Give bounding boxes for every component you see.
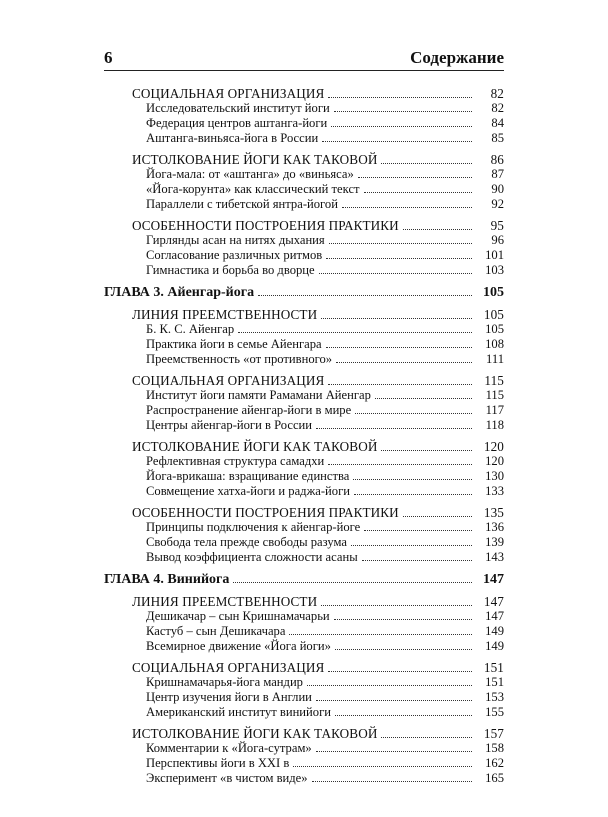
dot-leader	[258, 291, 472, 296]
toc-section[interactable]	[104, 373, 504, 388]
dot-leader	[319, 269, 472, 274]
toc-page-number: 90	[491, 182, 504, 196]
toc-entry-title: Комментарии к «Йога-сутрам»	[146, 741, 312, 755]
toc-page-number: 130	[485, 469, 504, 483]
toc-entry-title: ЛИНИЯ ПРЕЕМСТВЕННОСТИ	[132, 594, 318, 609]
toc-entry-title: Б. К. С. Айенгар	[146, 322, 235, 336]
toc-entry[interactable]	[104, 322, 504, 337]
toc-section[interactable]	[104, 307, 504, 322]
toc-page-number: 157	[483, 726, 504, 741]
toc-entry-title: Согласование различных ритмов	[146, 248, 323, 262]
toc-page-number: 84	[491, 116, 504, 130]
toc-entry[interactable]	[104, 248, 504, 263]
toc-page-number: 118	[485, 418, 504, 432]
dot-leader	[381, 733, 472, 738]
dot-leader	[381, 159, 472, 164]
toc-page-number: 147	[483, 594, 504, 609]
toc-chapter[interactable]	[104, 284, 504, 301]
dot-leader	[293, 762, 472, 767]
toc-entry[interactable]	[104, 609, 504, 624]
page-number: 6	[104, 48, 113, 67]
toc-entry[interactable]	[104, 675, 504, 690]
toc-page-number: 165	[485, 771, 504, 785]
dot-leader	[364, 188, 472, 193]
toc-page-number: 139	[485, 535, 504, 549]
toc-entry-title: СОЦИАЛЬНАЯ ОРГАНИЗАЦИЯ	[132, 86, 325, 101]
toc-page-number: 101	[485, 248, 504, 262]
dot-leader	[403, 512, 472, 517]
dot-leader	[233, 578, 472, 583]
toc-page-number: 105	[483, 285, 504, 300]
toc-entry-title: Центр изучения йоги в Англии	[146, 690, 312, 704]
toc-entry[interactable]	[104, 403, 504, 418]
toc-entry-title: Американский институт винийоги	[146, 705, 331, 719]
dot-leader	[354, 490, 472, 495]
running-title: Содержание	[410, 48, 504, 67]
dot-leader	[316, 424, 472, 429]
toc-entry-title: ГЛАВА 4. Винийога	[104, 572, 230, 587]
toc-entry[interactable]	[104, 337, 504, 352]
dot-leader	[336, 358, 472, 363]
toc-entry-title: Гимнастика и борьба во дворце	[146, 263, 315, 277]
toc-page-number: 162	[485, 756, 504, 770]
toc-entry-title: Кастуб – сын Дешикачара	[146, 624, 286, 638]
toc-page-number: 136	[485, 520, 504, 534]
toc-entry[interactable]	[104, 520, 504, 535]
dot-leader	[322, 137, 472, 142]
toc-page-number: 155	[485, 705, 504, 719]
toc-entry-title: Институт йоги памяти Рамамани Айенгар	[146, 388, 371, 402]
toc-entry-title: ЛИНИЯ ПРЕЕМСТВЕННОСТИ	[132, 307, 318, 322]
toc-page-number: 111	[486, 352, 504, 366]
table-of-contents	[104, 86, 504, 786]
toc-entry-title: ГЛАВА 3. Айенгар-йога	[104, 285, 255, 300]
dot-leader	[329, 239, 472, 244]
toc-entry-title: Исследовательский институт йоги	[146, 101, 330, 115]
dot-leader	[238, 328, 472, 333]
toc-page-number: 105	[485, 322, 504, 336]
toc-entry[interactable]	[104, 388, 504, 403]
toc-entry[interactable]	[104, 233, 504, 248]
toc-entry[interactable]	[104, 131, 504, 146]
toc-page-number: 86	[490, 152, 504, 167]
toc-entry[interactable]	[104, 690, 504, 705]
toc-section[interactable]	[104, 505, 504, 520]
toc-section[interactable]	[104, 594, 504, 609]
toc-page-number: 120	[485, 454, 504, 468]
toc-entry[interactable]	[104, 167, 504, 182]
toc-entry-title: Гирлянды асан на нитях дыхания	[146, 233, 325, 247]
dot-leader	[334, 615, 472, 620]
toc-page-number: 96	[491, 233, 504, 247]
toc-entry-title: Йога-мала: от «аштанга» до «виньяса»	[146, 167, 354, 181]
toc-page-number: 147	[483, 572, 504, 587]
toc-entry[interactable]	[104, 550, 504, 565]
toc-page-number: 149	[485, 639, 504, 653]
toc-page-number: 87	[491, 167, 504, 181]
toc-entry-title: Рефлективная структура самадхи	[146, 454, 325, 468]
dot-leader	[362, 556, 472, 561]
toc-entry[interactable]	[104, 263, 504, 278]
dot-leader	[328, 93, 472, 98]
toc-entry-title: Совмещение хатха-йоги и раджа-йоги	[146, 484, 351, 498]
toc-entry-title: Свобода тела прежде свободы разума	[146, 535, 347, 549]
toc-section[interactable]	[104, 86, 504, 101]
toc-page-number: 105	[483, 307, 504, 322]
dot-leader	[375, 394, 472, 399]
dot-leader	[328, 667, 472, 672]
toc-entry-title: ОСОБЕННОСТИ ПОСТРОЕНИЯ ПРАКТИКИ	[132, 218, 399, 233]
toc-page-number: 153	[485, 690, 504, 704]
dot-leader	[321, 314, 472, 319]
toc-section[interactable]	[104, 726, 504, 741]
toc-entry[interactable]	[104, 639, 504, 654]
toc-entry-title: Практика йоги в семье Айенгара	[146, 337, 322, 351]
dot-leader	[321, 601, 472, 606]
toc-entry[interactable]	[104, 741, 504, 756]
toc-entry-title: Эксперимент «в чистом виде»	[146, 771, 308, 785]
dot-leader	[312, 777, 472, 782]
dot-leader	[342, 203, 472, 208]
dot-leader	[328, 380, 472, 385]
toc-entry[interactable]	[104, 116, 504, 131]
dot-leader	[335, 711, 472, 716]
dot-leader	[316, 747, 472, 752]
dot-leader	[353, 475, 472, 480]
toc-entry-title: Дешикачар – сын Кришнамачарьи	[146, 609, 330, 623]
toc-page-number: 151	[485, 675, 504, 689]
toc-entry[interactable]	[104, 624, 504, 639]
toc-entry[interactable]	[104, 182, 504, 197]
toc-section[interactable]	[104, 152, 504, 167]
toc-page-number: 115	[484, 373, 504, 388]
toc-entry[interactable]	[104, 756, 504, 771]
dot-leader	[331, 122, 472, 127]
dot-leader	[328, 460, 472, 465]
toc-page-number: 120	[483, 439, 504, 454]
dot-leader	[334, 107, 472, 112]
toc-entry[interactable]	[104, 418, 504, 433]
toc-entry[interactable]	[104, 535, 504, 550]
dot-leader	[355, 409, 472, 414]
dot-leader	[351, 541, 472, 546]
toc-entry-title: СОЦИАЛЬНАЯ ОРГАНИЗАЦИЯ	[132, 660, 325, 675]
toc-entry-title: ОСОБЕННОСТИ ПОСТРОЕНИЯ ПРАКТИКИ	[132, 505, 399, 520]
running-header	[104, 44, 504, 71]
toc-entry-title: Параллели с тибетской янтра-йогой	[146, 197, 338, 211]
toc-page-number: 133	[485, 484, 504, 498]
toc-page-number: 143	[485, 550, 504, 564]
toc-entry-title: Всемирное движение «Йога йоги»	[146, 639, 331, 653]
toc-entry-title: Принципы подключения к айенгар-йоге	[146, 520, 361, 534]
toc-page-number: 103	[485, 263, 504, 277]
toc-page-number: 117	[485, 403, 504, 417]
toc-page-number: 149	[485, 624, 504, 638]
toc-entry-title: Федерация центров аштанга-йоги	[146, 116, 328, 130]
toc-entry-title: Вывод коэффициента сложности асаны	[146, 550, 358, 564]
toc-page-number: 108	[485, 337, 504, 351]
toc-entry[interactable]	[104, 484, 504, 499]
toc-entry-title: СОЦИАЛЬНАЯ ОРГАНИЗАЦИЯ	[132, 373, 325, 388]
toc-entry-title: Центры айенгар-йоги в России	[146, 418, 313, 432]
toc-entry[interactable]	[104, 197, 504, 212]
toc-entry-title: Преемственность «от противного»	[146, 352, 333, 366]
toc-page-number: 82	[490, 86, 504, 101]
toc-section[interactable]	[104, 660, 504, 675]
toc-entry-title: Аштанга-виньяса-йога в России	[146, 131, 319, 145]
toc-entry[interactable]	[104, 469, 504, 484]
toc-section[interactable]	[104, 439, 504, 454]
toc-entry-title: ИСТОЛКОВАНИЕ ЙОГИ КАК ТАКОВОЙ	[132, 726, 378, 741]
dot-leader	[358, 173, 472, 178]
toc-entry[interactable]	[104, 454, 504, 469]
toc-entry[interactable]	[104, 771, 504, 786]
dot-leader	[403, 225, 472, 230]
dot-leader	[335, 645, 472, 650]
toc-entry[interactable]	[104, 101, 504, 116]
toc-entry-title: «Йога-корунта» как классический текст	[146, 182, 360, 196]
dot-leader	[326, 343, 472, 348]
toc-section[interactable]	[104, 218, 504, 233]
toc-entry-title: Йога-врикаша: взращивание единства	[146, 469, 350, 483]
toc-page-number: 135	[483, 505, 504, 520]
toc-page-number: 85	[491, 131, 504, 145]
toc-entry[interactable]	[104, 705, 504, 720]
dot-leader	[316, 696, 472, 701]
dot-leader	[289, 630, 472, 635]
toc-page-number: 147	[485, 609, 504, 623]
toc-entry-title: Распространение айенгар-йоги в мире	[146, 403, 352, 417]
toc-page-number: 92	[491, 197, 504, 211]
toc-chapter[interactable]	[104, 571, 504, 588]
toc-entry-title: Кришнамачарья-йога мандир	[146, 675, 303, 689]
toc-page-number: 95	[490, 218, 504, 233]
toc-entry[interactable]	[104, 352, 504, 367]
toc-page-number: 115	[485, 388, 504, 402]
toc-entry-title: ИСТОЛКОВАНИЕ ЙОГИ КАК ТАКОВОЙ	[132, 439, 378, 454]
dot-leader	[364, 526, 472, 531]
toc-page-number: 151	[483, 660, 504, 675]
toc-page-number: 82	[491, 101, 504, 115]
dot-leader	[326, 254, 472, 259]
toc-entry-title: Перспективы йоги в XXI в	[146, 756, 290, 770]
toc-page-number: 158	[485, 741, 504, 755]
dot-leader	[381, 446, 472, 451]
dot-leader	[307, 681, 472, 686]
toc-entry-title: ИСТОЛКОВАНИЕ ЙОГИ КАК ТАКОВОЙ	[132, 152, 378, 167]
